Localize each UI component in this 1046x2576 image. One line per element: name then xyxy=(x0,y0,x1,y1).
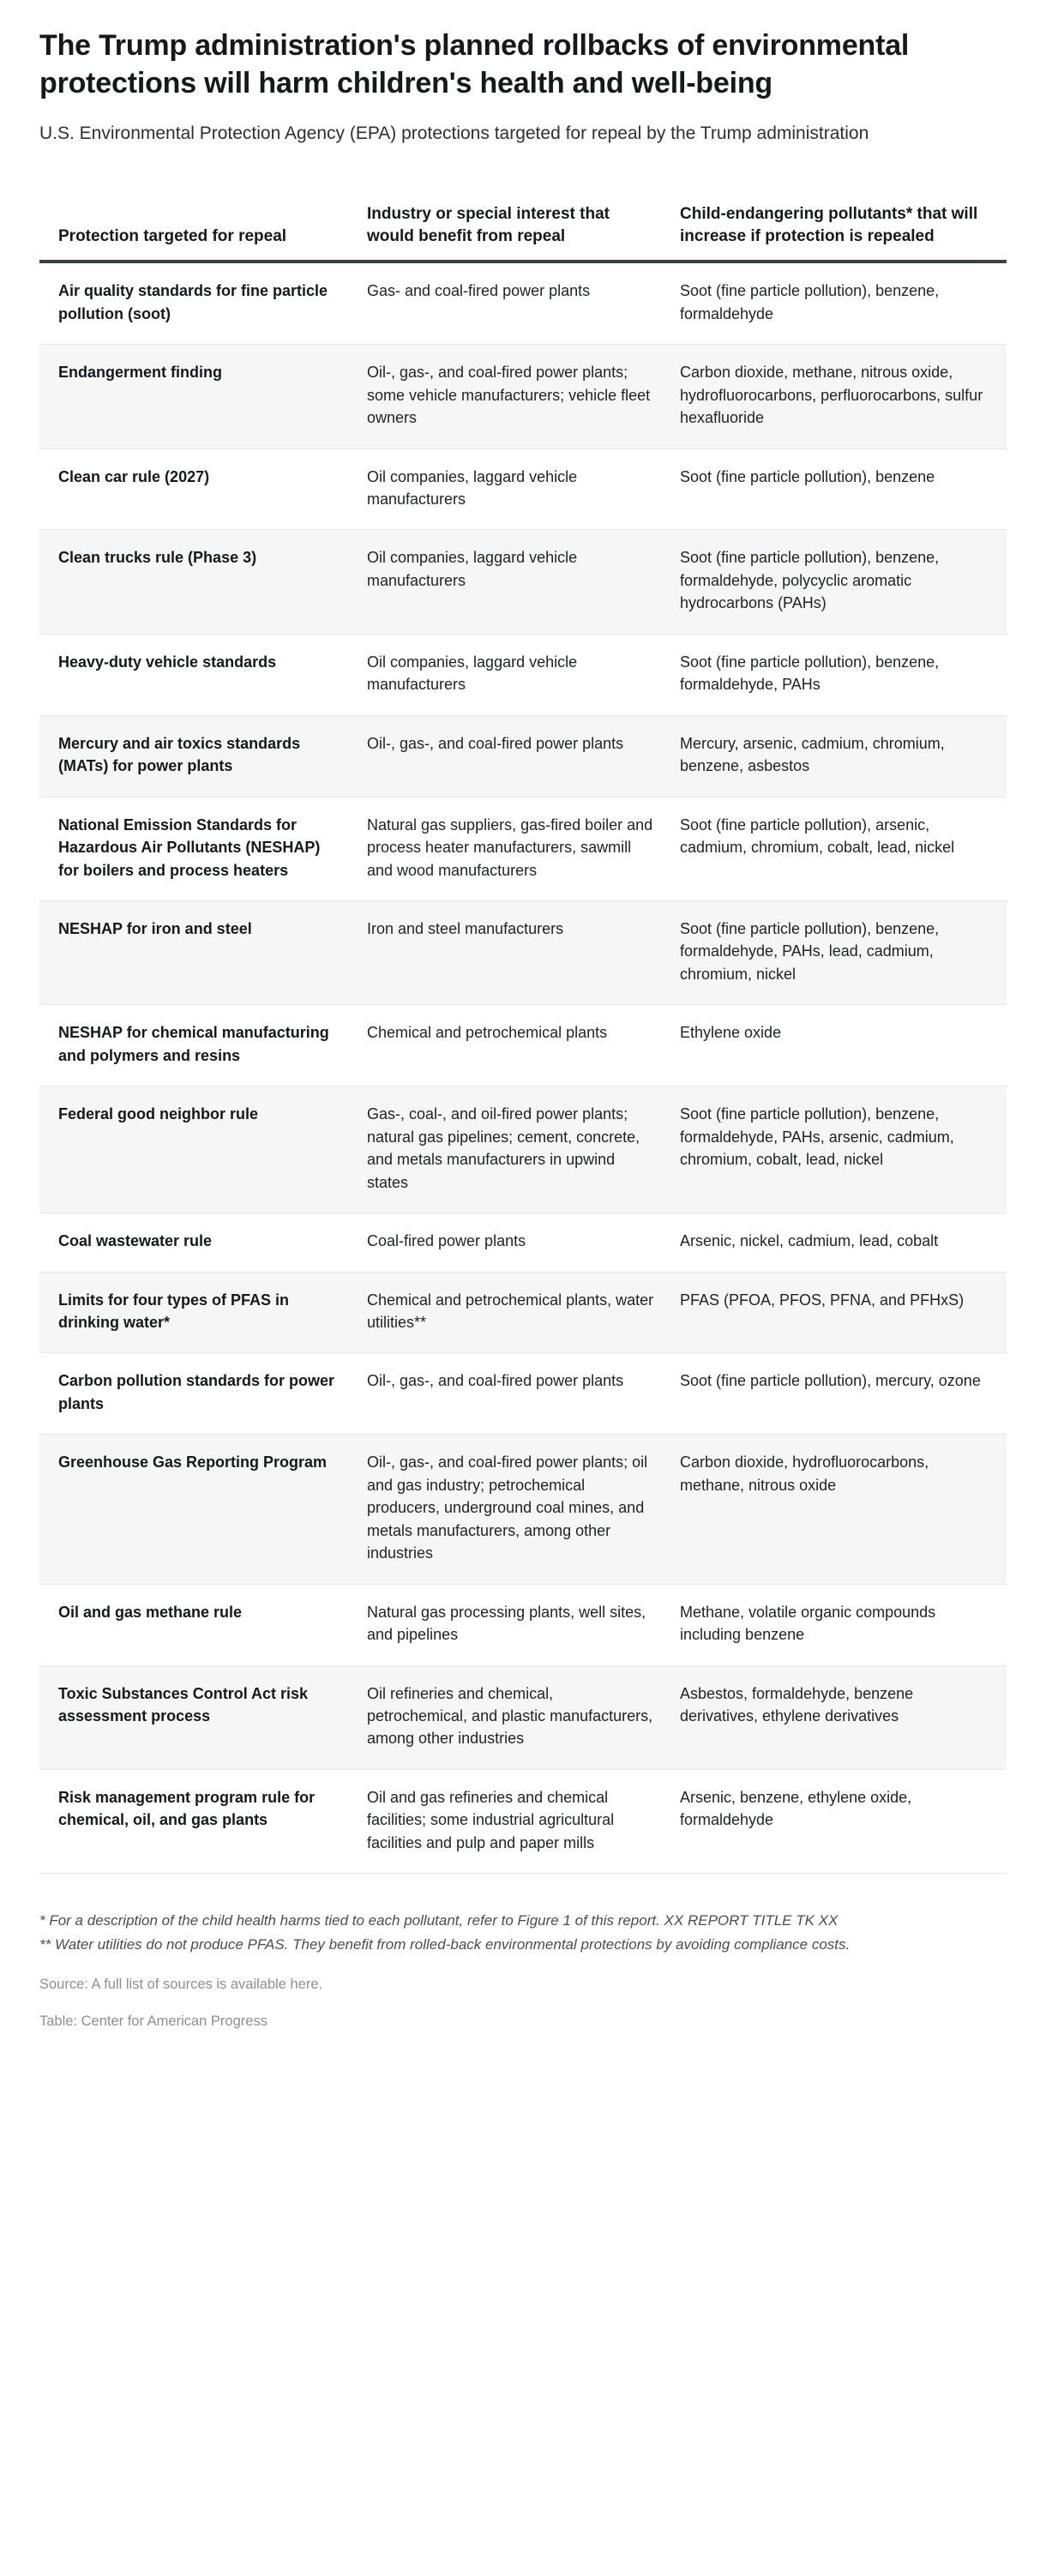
data-table-container xyxy=(0,203,1046,1874)
table-row xyxy=(39,900,1007,1004)
cell-industry: Oil-, gas-, and coal-fired power plants xyxy=(367,1353,680,1435)
cell-pollutants: Ethylene oxide xyxy=(680,1005,1007,1086)
cell-protection: Carbon pollution standards for power plants xyxy=(39,1353,367,1435)
table-row xyxy=(39,1213,1007,1272)
table-body xyxy=(39,262,1007,1873)
cell-protection: Heavy-duty vehicle standards xyxy=(39,634,367,715)
cell-protection: Coal wastewater rule xyxy=(39,1213,367,1272)
cell-pollutants: Soot (fine particle pollution), benzene, formaldehyde xyxy=(680,262,1007,344)
cell-pollutants: Soot (fine particle pollution), arsenic, cadmium, chromium, cobalt, lead, nickel xyxy=(680,797,1007,900)
cell-pollutants: PFAS (PFOA, PFOS, PFNA, and PFHxS) xyxy=(680,1272,1007,1353)
table-header-row xyxy=(39,203,1007,262)
table-row xyxy=(39,530,1007,634)
cell-pollutants: Arsenic, nickel, cadmium, lead, cobalt xyxy=(680,1213,1007,1272)
bottom-spacer xyxy=(0,2032,1046,2067)
cell-industry: Oil-, gas-, and coal-fired power plants xyxy=(367,715,680,797)
cell-pollutants: Soot (fine particle pollution), benzene, formaldehyde, PAHs, lead, cadmium, chromium, nickel xyxy=(680,900,1007,1004)
table-row xyxy=(39,1769,1007,1873)
page-subtitle: U.S. Environmental Protection Agency (EPA) protections targeted for repeal by the Trump administration xyxy=(39,123,869,144)
cell-protection: NESHAP for iron and steel xyxy=(39,900,367,1004)
cell-industry: Gas- and coal-fired power plants xyxy=(367,262,680,344)
cell-industry: Chemical and petrochemical plants, water utilities** xyxy=(367,1272,680,1353)
cell-protection: Air quality standards for fine particle pollution (soot) xyxy=(39,262,367,344)
epa-rollbacks-table xyxy=(39,203,1007,1874)
column-header-industry-label: Industry or special interest that would benefit from repeal xyxy=(367,204,610,246)
table-row xyxy=(39,1665,1007,1769)
column-header-pollutants-label: Child-endangering pollutants* that will increase if protection is repealed xyxy=(680,204,978,246)
cell-pollutants: Soot (fine particle pollution), benzene, formaldehyde, PAHs xyxy=(680,634,1007,715)
cell-pollutants: Carbon dioxide, hydrofluorocarbons, methane, nitrous oxide xyxy=(680,1435,1007,1584)
cell-industry: Oil companies, laggard vehicle manufacturers xyxy=(367,530,680,634)
cell-protection: Endangerment finding xyxy=(39,345,367,448)
cell-industry: Chemical and petrochemical plants xyxy=(367,1005,680,1086)
table-row xyxy=(39,1005,1007,1086)
cell-pollutants: Soot (fine particle pollution), benzene, formaldehyde, PAHs, arsenic, cadmium, chromium, cobalt, lead, nickel xyxy=(680,1086,1007,1213)
cell-protection: Clean car rule (2027) xyxy=(39,448,367,530)
cell-protection: NESHAP for chemical manufacturing and polymers and resins xyxy=(39,1005,367,1086)
footnote-double-asterisk: ** Water utilities do not produce PFAS. They benefit from rolled-back environmental protections by avoiding compliance costs. xyxy=(39,1935,851,1953)
cell-industry: Natural gas processing plants, well sites, and pipelines xyxy=(367,1584,680,1665)
table-row xyxy=(39,634,1007,715)
cell-industry: Oil companies, laggard vehicle manufacturers xyxy=(367,448,680,530)
cell-pollutants: Soot (fine particle pollution), benzene xyxy=(680,448,1007,530)
footnote-single-asterisk: * For a description of the child health harms tied to each pollutant, refer to Figure 1 of this report. XX REPORT TITLE TK XX xyxy=(39,1912,839,1929)
page-title: The Trump administration's planned rollbacks of environmental protections will harm children's health and well-being xyxy=(39,29,910,99)
cell-pollutants: Methane, volatile organic compounds including benzene xyxy=(680,1584,1007,1665)
table-row xyxy=(39,1435,1007,1584)
cell-industry: Iron and steel manufacturers xyxy=(367,900,680,1004)
cell-pollutants: Asbestos, formaldehyde, benzene derivatives, ethylene derivatives xyxy=(680,1665,1007,1769)
table-row xyxy=(39,797,1007,900)
table-row xyxy=(39,1086,1007,1213)
cell-protection: Risk management program rule for chemical, oil, and gas plants xyxy=(39,1769,367,1873)
table-row xyxy=(39,1584,1007,1665)
table-row xyxy=(39,715,1007,797)
table-row xyxy=(39,1353,1007,1435)
cell-industry: Oil-, gas-, and coal-fired power plants; some vehicle manufacturers; vehicle fleet owners xyxy=(367,345,680,448)
cell-pollutants: Carbon dioxide, methane, nitrous oxide, hydrofluorocarbons, perfluorocarbons, sulfur hexafluoride xyxy=(680,345,1007,448)
cell-protection: Oil and gas methane rule xyxy=(39,1584,367,1665)
cell-pollutants: Mercury, arsenic, cadmium, chromium, benzene, asbestos xyxy=(680,715,1007,797)
cell-industry: Coal-fired power plants xyxy=(367,1213,680,1272)
cell-protection: Toxic Substances Control Act risk assessment process xyxy=(39,1665,367,1769)
cell-protection: Limits for four types of PFAS in drinking water* xyxy=(39,1272,367,1353)
cell-industry: Natural gas suppliers, gas-fired boiler and process heater manufacturers, sawmill and wood manufacturers xyxy=(367,797,680,900)
column-header-industry xyxy=(367,203,680,262)
column-header-pollutants xyxy=(680,203,1007,262)
column-header-protection xyxy=(39,203,367,262)
cell-pollutants: Soot (fine particle pollution), mercury, ozone xyxy=(680,1353,1007,1435)
source-line: Source: A full list of sources is available here. xyxy=(39,1977,323,1993)
cell-industry: Oil and gas refineries and chemical facilities; some industrial agricultural facilities and pulp and paper mills xyxy=(367,1769,680,1873)
cell-pollutants: Arsenic, benzene, ethylene oxide, formaldehyde xyxy=(680,1769,1007,1873)
figure-footnotes xyxy=(0,1874,1046,2032)
cell-protection: National Emission Standards for Hazardous Air Pollutants (NESHAP) for boilers and process heaters xyxy=(39,797,367,900)
table-row xyxy=(39,345,1007,448)
figure-header xyxy=(0,0,1046,147)
cell-protection: Mercury and air toxics standards (MATs) for power plants xyxy=(39,715,367,797)
table-header xyxy=(39,203,1007,262)
cell-industry: Gas-, coal-, and oil-fired power plants; natural gas pipelines; cement, concrete, and metals manufacturers in upwind states xyxy=(367,1086,680,1213)
column-header-protection-label: Protection targeted for repeal xyxy=(58,227,287,246)
table-row xyxy=(39,448,1007,530)
cell-pollutants: Soot (fine particle pollution), benzene, formaldehyde, polycyclic aromatic hydrocarbons (PAHs) xyxy=(680,530,1007,634)
cell-protection: Federal good neighbor rule xyxy=(39,1086,367,1213)
table-credit-line: Table: Center for American Progress xyxy=(39,2013,268,2029)
cell-protection: Greenhouse Gas Reporting Program xyxy=(39,1435,367,1584)
table-row xyxy=(39,1272,1007,1353)
cell-industry: Oil-, gas-, and coal-fired power plants; oil and gas industry; petrochemical producers, underground coal mines, and metals manufacturers, among other industries xyxy=(367,1435,680,1584)
cell-industry: Oil refineries and chemical, petrochemical, and plastic manufacturers, among other industries xyxy=(367,1665,680,1769)
table-row xyxy=(39,262,1007,344)
cell-protection: Clean trucks rule (Phase 3) xyxy=(39,530,367,634)
cell-industry: Oil companies, laggard vehicle manufacturers xyxy=(367,634,680,715)
